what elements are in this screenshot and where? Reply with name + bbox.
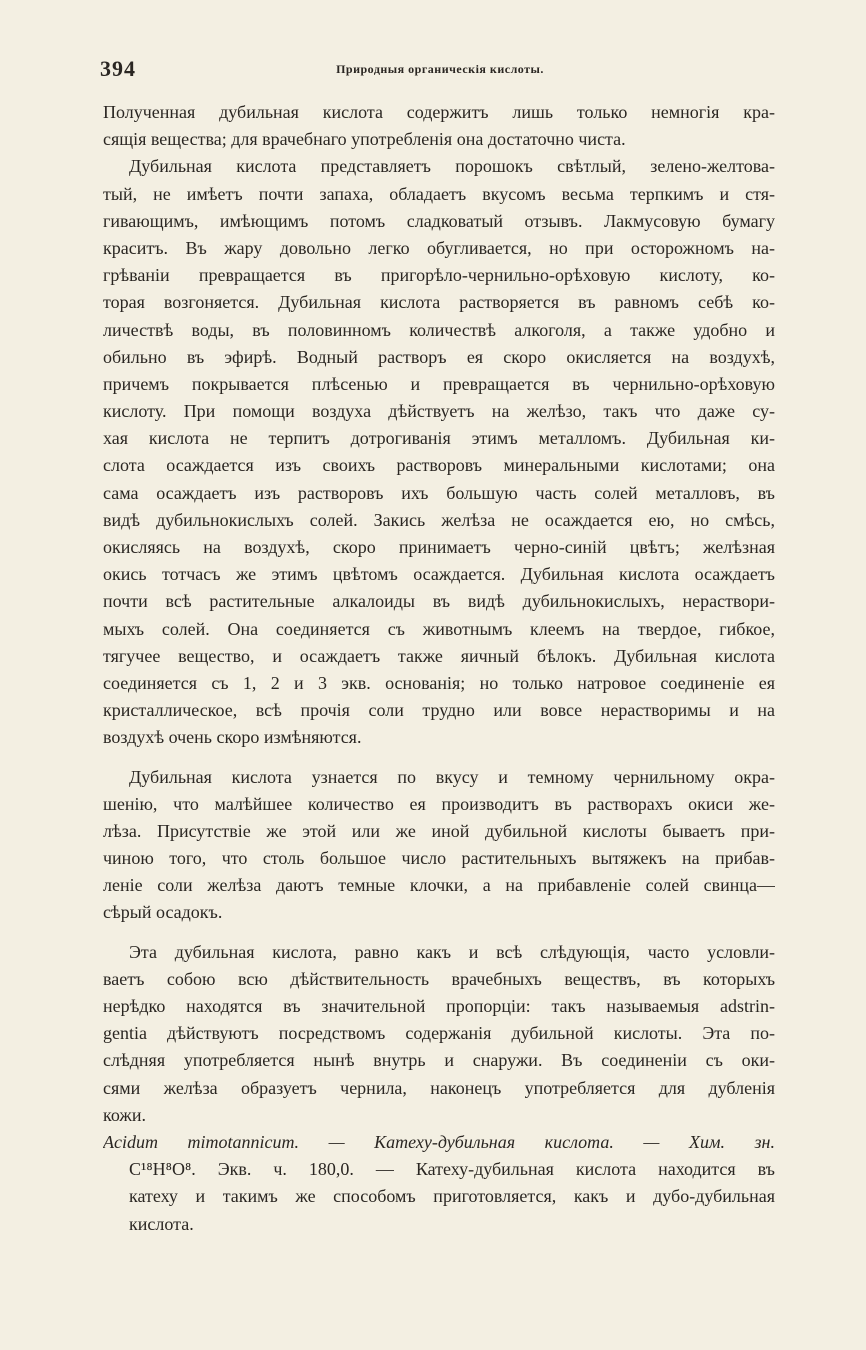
text-line: мыхъ солей. Она соединяется съ животнымъ клеемъ на твердое, гибкое, (103, 618, 775, 639)
paragraph-1 (103, 99, 775, 153)
text-line: окись тотчасъ же этимъ цвѣтомъ осаждается. Дубильная кислота осаждаетъ (103, 564, 775, 585)
paragraph-2 (103, 153, 775, 751)
text-line: кристаллическое, всѣ прочія соли трудно или вовсе нерастворимы и на (103, 700, 775, 721)
text-line: ваетъ собою всю дѣйствительность врачебныхъ веществъ, въ которыхъ (103, 968, 775, 989)
text-line: сящія вещества; для врачебнаго употребленія она достаточно чиста. (103, 129, 626, 150)
text-line: сѣрый осадокъ. (103, 902, 223, 923)
running-head: Природныя органическія кислоты. (336, 62, 544, 76)
section-heading: Acidum mimotannicum. — Катеху-дубильная кислота. — Хим. зн. (103, 1131, 775, 1152)
text-line: C¹⁸H⁸O⁸. Экв. ч. 180,0. — Катеху-дубильная кислота находится въ (129, 1159, 775, 1180)
text-line: торая возгоняется. Дубильная кислота растворяется въ равномъ себѣ ко- (103, 292, 775, 313)
text-line: почти всѣ растительные алкалоиды въ видѣ дубильнокислыхъ, нераствори- (103, 591, 775, 612)
section-catechu-tannic-acid (103, 1129, 775, 1238)
text-line: слота осаждается изъ своихъ растворовъ минеральными кислотами; она (103, 455, 775, 476)
text-line: лѣза. Присутствіе же этой или же иной дубильной кислоты бываетъ при- (103, 820, 775, 841)
text-line: Полученная дубильная кислота содержитъ лишь только немногія кра- (103, 102, 775, 122)
paragraph-3 (103, 764, 775, 927)
text-line: нерѣдко находятся въ значительной пропорціи: такъ называемыя adstrin- (103, 996, 775, 1016)
text-line: Дубильная кислота узнается по вкусу и темному чернильному окра- (129, 766, 775, 787)
text-line: Дубильная кислота представляетъ порошокъ свѣтлый, зелено-желтова- (129, 156, 775, 177)
text-line: леніе соли желѣза даютъ темные клочки, а на прибавленіе солей свинца— (103, 875, 775, 896)
paragraph-4 (103, 939, 775, 1129)
text-line: гивающимъ, имѣющимъ потомъ сладковатый отзывъ. Лакмусовую бумагу (103, 210, 775, 231)
text-line: окисляясь на воздухѣ, скоро принимаетъ черно-синій цвѣтъ; желѣзная (103, 537, 775, 557)
text-line: личествѣ воды, въ половинномъ количествѣ алкоголя, а также удобно и (103, 319, 775, 340)
text-line: воздухѣ очень скоро измѣняются. (103, 727, 362, 748)
text-line: gentia дѣйствуютъ посредствомъ содержанія дубильной кислоты. Эта по- (103, 1023, 775, 1044)
text-line: причемъ покрывается плѣсенью и превращается въ чернильно-орѣховую (103, 373, 775, 394)
text-line: хая кислота не терпитъ дотрогиванія этимъ металломъ. Дубильная ки- (103, 428, 775, 449)
text-line: грѣваніи превращается въ пригорѣло-чернильно-орѣховую кислоту, ко- (103, 265, 775, 286)
text-line: тый, не имѣетъ почти запаха, обладаетъ вкусомъ весьма терпкимъ и стя- (103, 183, 775, 204)
text-line: слѣдняя употребляется нынѣ внутрь и снаружи. Въ соединеніи съ оки- (103, 1050, 775, 1071)
text-line: сями желѣза образуетъ чернила, наконецъ употребляется для дубленія (103, 1077, 775, 1098)
text-line: кожи. (103, 1104, 146, 1125)
text-line: видѣ дубильнокислыхъ солей. Закись желѣза не осаждается ею, но смѣсь, (103, 509, 775, 530)
text-line: краситъ. Въ жару довольно легко обугливается, но при осторожномъ на- (103, 237, 775, 258)
text-line: тягучее вещество, и осаждаетъ также яичный бѣлокъ. Дубильная кислота (103, 645, 775, 666)
paragraph-gap (103, 927, 775, 939)
text-line: обильно въ эфирѣ. Водный растворъ ея скоро окисляется на воздухѣ, (103, 346, 775, 367)
body-text (103, 99, 775, 1238)
page-header (100, 56, 780, 86)
text-line: соединяется съ 1, 2 и 3 экв. основанія; но только натровое соединеніе ея (103, 672, 775, 693)
text-line: Эта дубильная кислота, равно какъ и всѣ слѣдующія, часто условли- (129, 941, 775, 962)
text-line: катеху и такимъ же способомъ приготовляется, какъ и дубо-дубильная (129, 1186, 775, 1207)
text-line: кислоту. При помощи воздуха дѣйствуетъ на желѣзо, такъ что даже су- (103, 401, 775, 422)
text-line: шенію, что малѣйшее количество ея производитъ въ растворахъ окиси же- (103, 793, 775, 814)
text-line: сама осаждаетъ изъ растворовъ ихъ большую часть солей металловъ, въ (103, 482, 775, 503)
paragraph-gap (103, 752, 775, 764)
text-line: кислота. (129, 1213, 194, 1234)
text-line: чиною того, что столь большое число растительныхъ вытяжекъ на прибав- (103, 848, 775, 869)
page-number: 394 (100, 56, 136, 81)
